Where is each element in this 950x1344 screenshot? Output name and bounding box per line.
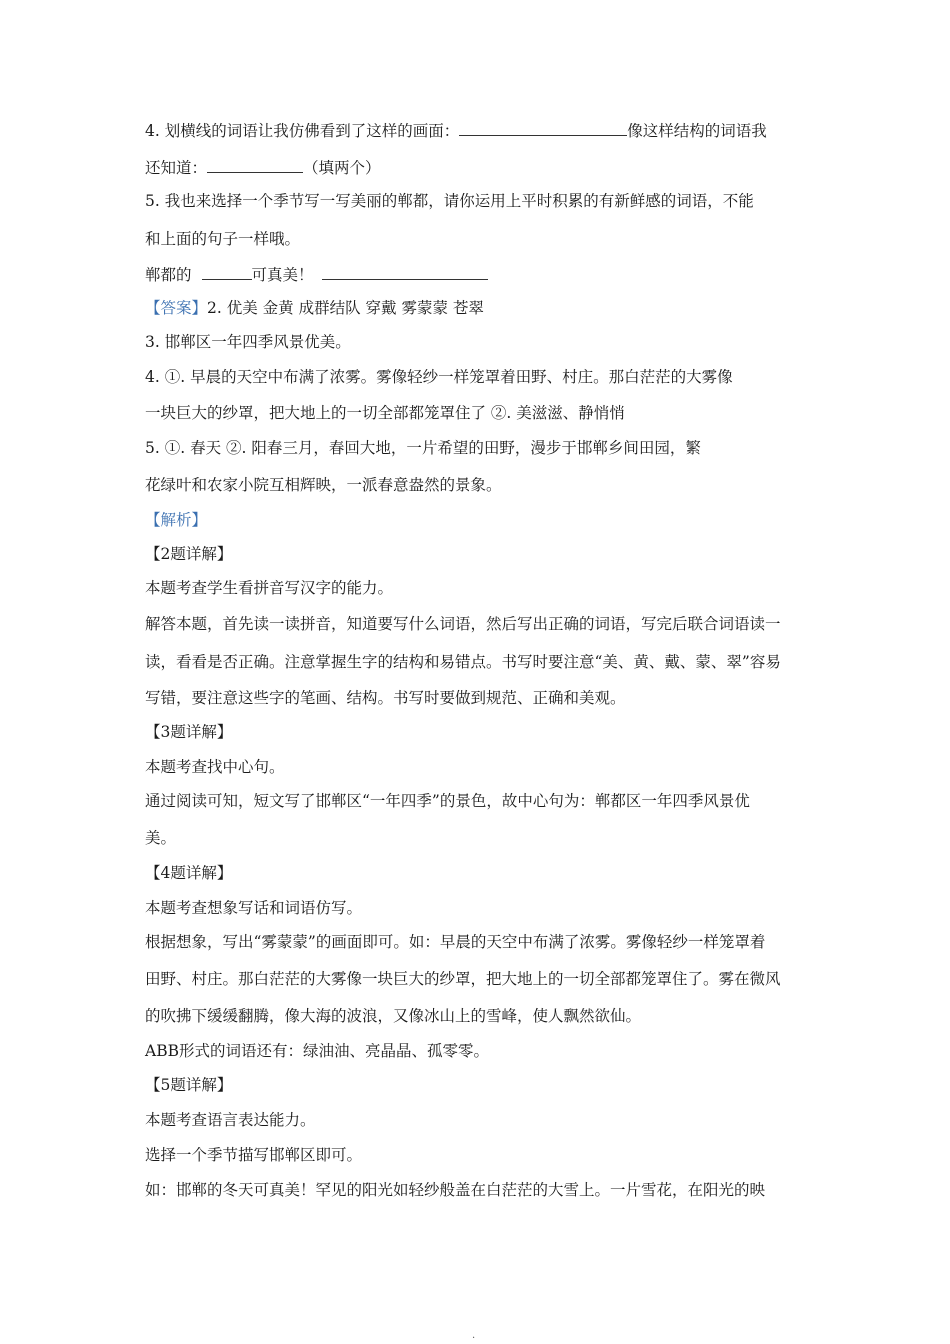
heading-q4: 【4题详解】 [145,864,233,882]
answer-blank [207,157,303,173]
q3-paragraph-2: 通过阅读可知，短文写了邯郸区“一年四季”的景色，故中心句为：郸都区一年四季风景优 [145,792,750,810]
q5-line-1: 5. 我也来选择一个季节写一写美丽的郸都，请你运用上平时积累的有新鲜感的词语，不能 [145,192,754,210]
q4-line-2 [145,157,810,178]
q4-paragraph-2: 根据想象，写出“雾蒙蒙”的画面即可。如：早晨的天空中布满了浓雾。雾像轻纱一样笼罩着 [145,933,766,951]
q4-prompt: 4. 划横线的词语让我仿佛看到了这样的画面： [145,122,460,140]
answer-blank [322,264,488,280]
q2-paragraph-4: 写错，要注意这些字的笔画、结构。书写时要做到规范、正确和美观。 [145,689,626,707]
heading-q5: 【5题详解】 [145,1076,233,1094]
q5-line-3 [145,264,810,285]
q4-paragraph-1: 本题考查想象写话和词语仿写。 [145,899,363,917]
q5-line-2: 和上面的句子一样哦。 [145,230,301,248]
q4-prompt-2: 还知道： [145,159,208,177]
q3-paragraph-1: 本题考查找中心句。 [145,758,285,776]
q5-fill-suffix: 可真美！ [251,266,314,284]
heading-q2: 【2题详解】 [145,545,233,563]
q5-paragraph-2: 选择一个季节描写邯郸区即可。 [145,1146,363,1164]
q2-paragraph-2: 解答本题，首先读一读拼音，知道要写什么词语，然后写出正确的词语，写完后联合词语读一 [145,615,781,633]
q5-paragraph-3: 如：邯郸的冬天可真美！罕见的阳光如轻纱般盖在白茫茫的大雪上。一片雪花，在阳光的映 [145,1181,766,1199]
q5-fill-prefix: 郸都的 [145,266,192,284]
q3-paragraph-3: 美。 [145,829,177,847]
answer-2: 2. 优美 金黄 成群结队 穿戴 雾蒙蒙 苍翠 [207,299,484,317]
q2-paragraph-3: 读，看看是否正确。注意掌握生字的结构和易错点。书写时要注意“美、黄、戴、蒙、翠”容易 [145,653,781,671]
heading-q3: 【3题详解】 [145,723,233,741]
footer-mark: . [472,1330,476,1341]
answer-5-line-2: 花绿叶和农家小院互相辉映，一派春意盎然的景象。 [145,476,502,494]
answer-5-line-1: 5. ①. 春天 ②. 阳春三月，春回大地，一片希望的田野，漫步于邯郸乡间田园，繁 [145,439,701,457]
q4-paragraph-4: 的吹拂下缓缓翻腾，像大海的波浪，又像冰山上的雪峰，使人飘然欲仙。 [145,1007,642,1025]
q4-paragraph-5: ABB形式的词语还有：绿油油、亮晶晶、孤零零。 [145,1042,489,1060]
q4-line-1 [145,120,810,141]
analysis-tag: 【解析】 [145,511,208,529]
q2-paragraph-1: 本题考查学生看拼音写汉字的能力。 [145,579,394,597]
answer-4-line-2: 一块巨大的纱罩，把大地上的一切全部都笼罩住了 ②. 美滋滋、静悄悄 [145,404,625,422]
q4-prompt-cont: 像这样结构的词语我 [627,122,767,140]
answer-blank [202,264,252,280]
answer-3: 3. 邯郸区一年四季风景优美。 [145,333,351,351]
q5-paragraph-1: 本题考查语言表达能力。 [145,1111,316,1129]
q4-note: （填两个） [303,159,381,177]
answer-tag: 【答案】 [145,299,208,317]
answer-4-line-1: 4. ①. 早晨的天空中布满了浓雾。雾像轻纱一样笼罩着田野、村庄。那白茫茫的大雾像 [145,368,733,386]
q4-paragraph-3: 田野、村庄。那白茫茫的大雾像一块巨大的纱罩，把大地上的一切全部都笼罩住了。雾在微风 [145,970,781,988]
answer-blank [459,120,627,136]
answer-line-2 [145,298,810,318]
